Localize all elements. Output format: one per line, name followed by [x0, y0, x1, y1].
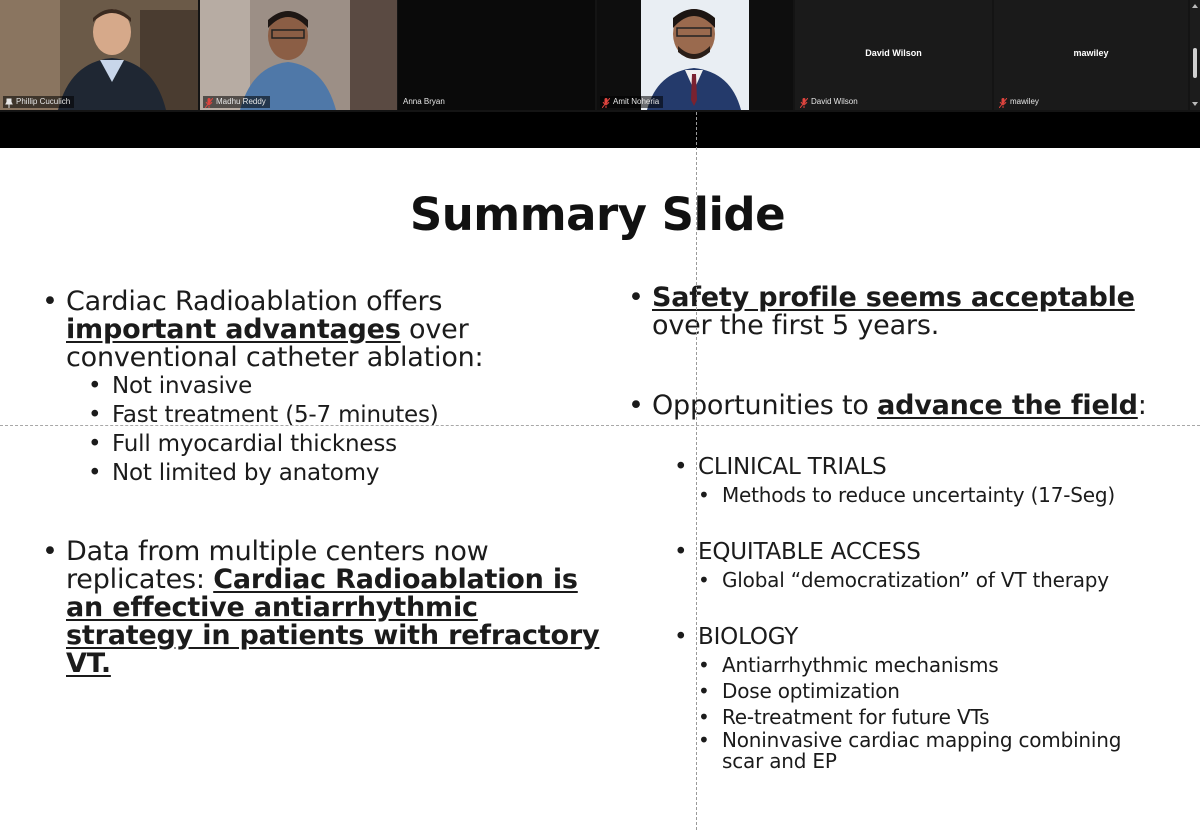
bullet-dot: • [42, 536, 58, 567]
participant-center-name: David Wilson [865, 48, 922, 58]
sub-bullet-text: Not limited by anatomy [112, 460, 380, 486]
left-bullet-advantages [42, 286, 484, 373]
bullet-dot: • [628, 390, 644, 421]
participant-name: Amit Noheria [613, 97, 660, 106]
participant-nameplate [3, 96, 74, 108]
bullet-emphasis: strategy in patients with refractory [66, 620, 600, 651]
participant-name: Madhu Reddy [216, 97, 266, 106]
group-heading-text: BIOLOGY [698, 624, 799, 650]
shared-slide [0, 148, 1200, 830]
participant-strip [0, 0, 1200, 112]
bullet-emphasis: advance the field [877, 390, 1138, 421]
bullet-emphasis: Cardiac Radioablation is [213, 564, 578, 595]
scrollbar-thumb[interactable] [1193, 48, 1197, 78]
participant-video [597, 0, 793, 110]
muted-mic-icon [602, 97, 610, 107]
bullet-text: conventional catheter ablation: [66, 342, 484, 373]
right-bullet-safety [628, 282, 1135, 341]
bullet-dot: • [88, 431, 102, 457]
sub-bullet-text: Antiarrhythmic mechanisms [722, 653, 999, 677]
sub-bullet-text: Dose optimization [722, 679, 900, 703]
slide-title: Summary Slide [409, 188, 786, 241]
sub-bullet-text: Not invasive [112, 373, 253, 399]
sub-bullet [698, 567, 1109, 593]
group-heading-text: EQUITABLE ACCESS [698, 539, 921, 565]
scroll-up-icon[interactable] [1192, 4, 1198, 8]
sub-bullet-text: scar and EP [722, 749, 837, 773]
scroll-down-icon[interactable] [1192, 102, 1198, 106]
muted-mic-icon [999, 97, 1007, 107]
opportunity-group-equitable-access [674, 538, 1109, 593]
sub-bullet-text: Noninvasive cardiac mapping combining [722, 728, 1122, 752]
advantages-sublist [88, 372, 439, 488]
bullet-dot: • [628, 282, 644, 313]
sub-bullet-text: Re-treatment for future VTs [722, 705, 990, 729]
bullet-dot: • [42, 286, 58, 317]
sub-bullet [698, 678, 1121, 704]
right-bullet-opportunities [628, 390, 1147, 421]
bullet-text: Cardiac Radioablation offers [66, 286, 443, 317]
bullet-emphasis: VT. [66, 648, 111, 679]
sub-bullet-text: Fast treatment (5-7 minutes) [112, 402, 439, 428]
bullet-emphasis: important advantages [66, 314, 401, 345]
bullet-emphasis: an effective antiarrhythmic [66, 592, 478, 623]
participant-tile[interactable] [398, 0, 595, 110]
participant-nameplate [401, 96, 449, 108]
bullet-dot: • [674, 454, 688, 480]
participant-tile[interactable] [0, 0, 198, 110]
bullet-dot: • [88, 373, 102, 399]
sub-bullet-text: Full myocardial thickness [112, 431, 397, 457]
participant-nameplate [798, 96, 862, 108]
bullet-dot: • [674, 624, 688, 650]
left-bullet-data [42, 536, 600, 679]
bullet-emphasis: Safety profile seems acceptable [652, 282, 1135, 313]
sub-bullet [88, 372, 439, 401]
bullet-text: replicates: [66, 564, 214, 595]
opportunity-group-biology [674, 623, 1121, 772]
opportunity-group-clinical-trials [674, 453, 1115, 508]
sub-bullet [698, 704, 1121, 730]
bullet-dot: • [698, 679, 710, 703]
sub-bullet [88, 430, 439, 459]
bullet-text: : [1137, 390, 1147, 421]
participant-tile[interactable] [597, 0, 793, 110]
participant-tile[interactable] [994, 0, 1188, 110]
participant-nameplate [600, 96, 663, 108]
participant-center-name: mawiley [1073, 48, 1109, 58]
sub-bullet [698, 482, 1115, 508]
participant-scrollbar[interactable] [1190, 0, 1200, 110]
bullet-text: over [400, 314, 469, 345]
group-heading [674, 453, 1115, 482]
bullet-dot: • [88, 402, 102, 428]
bullet-dot: • [698, 568, 710, 592]
group-heading-text: CLINICAL TRIALS [698, 454, 887, 480]
bullet-text: Opportunities to [652, 390, 878, 421]
bullet-dot: • [698, 483, 710, 507]
participant-name: Anna Bryan [403, 97, 445, 106]
bullet-dot: • [674, 539, 688, 565]
sub-bullet [698, 730, 1121, 772]
pin-icon [5, 97, 13, 107]
sub-bullet [698, 652, 1121, 678]
participant-tile[interactable] [795, 0, 992, 110]
muted-mic-icon [800, 97, 808, 107]
participant-nameplate [997, 96, 1043, 108]
bullet-text: Data from multiple centers now [66, 536, 489, 567]
muted-mic-icon [205, 97, 213, 107]
sub-bullet-text: Global “democratization” of VT therapy [722, 568, 1109, 592]
participant-name: David Wilson [811, 97, 858, 106]
participant-name: mawiley [1010, 97, 1039, 106]
participant-name: Phillip Cuculich [16, 97, 71, 106]
group-heading [674, 623, 1121, 652]
sub-bullet [88, 459, 439, 488]
bullet-dot: • [698, 653, 710, 677]
bullet-dot: • [698, 705, 710, 729]
view-guide-vertical [696, 112, 697, 830]
participant-video [200, 0, 397, 110]
bullet-text: over the first 5 years. [652, 310, 940, 341]
participant-video [0, 0, 198, 110]
participant-tile[interactable] [200, 0, 397, 110]
bullet-dot: • [698, 728, 710, 752]
group-heading [674, 538, 1109, 567]
participant-nameplate [203, 96, 270, 108]
view-guide-horizontal [0, 425, 1200, 426]
sub-bullet-text: Methods to reduce uncertainty (17-Seg) [722, 483, 1115, 507]
toolbar-gap [0, 112, 1200, 148]
bullet-dot: • [88, 460, 102, 486]
